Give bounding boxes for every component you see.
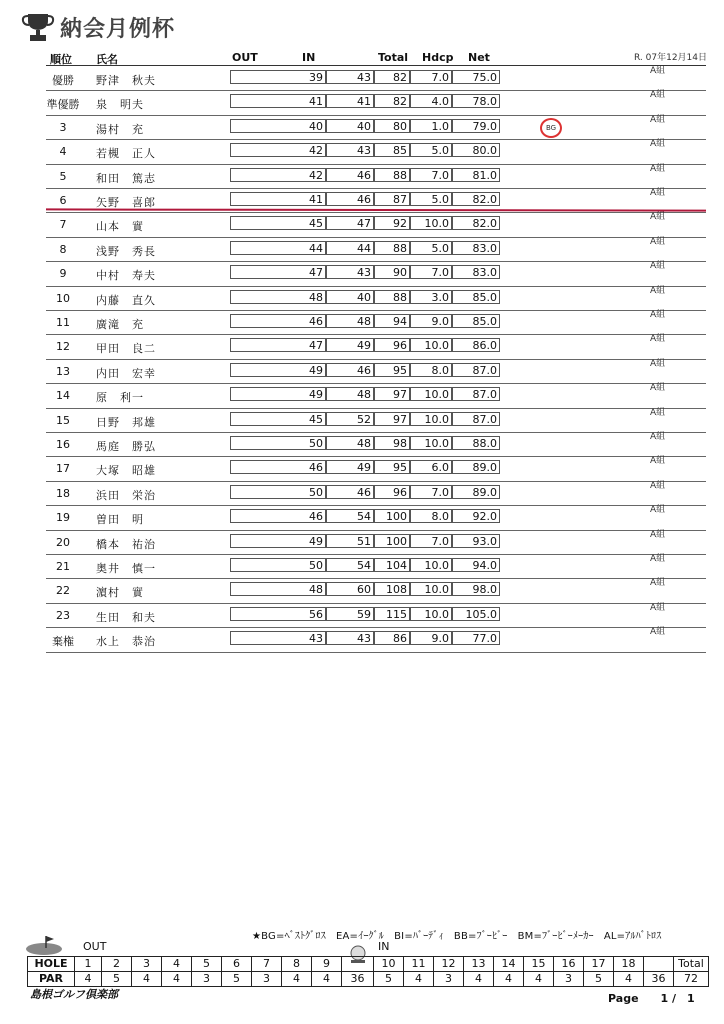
- hole-cell: 1: [75, 957, 102, 972]
- row-hdcp: 10.0: [410, 338, 452, 352]
- row-out: 46: [230, 314, 326, 328]
- row-in: 59: [326, 607, 374, 621]
- par-cell: 4: [614, 972, 644, 987]
- row-total: 88: [374, 241, 410, 255]
- row-out: 47: [230, 338, 326, 352]
- hole-cell: 7: [252, 957, 282, 972]
- row-rank: 準優勝: [46, 98, 80, 112]
- row-out: 50: [230, 558, 326, 572]
- row-net: 98.0: [452, 582, 500, 596]
- par-table: [27, 956, 709, 987]
- row-group: A組: [650, 212, 666, 223]
- row-net: 83.0: [452, 241, 500, 255]
- header-name: 氏名: [96, 53, 118, 66]
- par-cell: 72: [674, 972, 709, 987]
- par-cell: 4: [312, 972, 342, 987]
- row-player-name: 日野 邦雄: [96, 415, 156, 429]
- row-rank: 13: [56, 364, 70, 378]
- hole-cell: 16: [554, 957, 584, 972]
- table-row: [46, 164, 706, 189]
- row-net: 93.0: [452, 534, 500, 548]
- row-net: 88.0: [452, 436, 500, 450]
- row-hdcp: 10.0: [410, 387, 452, 401]
- row-player-name: 内田 宏幸: [96, 366, 156, 380]
- row-rank: 6: [59, 194, 67, 207]
- row-group: A組: [650, 285, 666, 296]
- out-label: OUT: [83, 940, 107, 953]
- row-hdcp: 8.0: [410, 509, 452, 523]
- row-group: A組: [650, 188, 666, 198]
- row-player-name: 甲田 良二: [96, 342, 156, 356]
- hole-cell: Total: [674, 957, 709, 972]
- row-net: 87.0: [452, 412, 500, 426]
- legend: ★BG=ﾍﾞｽﾄｸﾞﾛｽ EA=ｲｰｸﾞﾙ BI=ﾊﾞｰﾃﾞｨ BB=ﾌﾞｰﾋﾞｰ BM=ﾌﾞｰﾋﾞｰﾒｰｶｰ AL=ｱﾙﾊﾞﾄﾛｽ: [252, 931, 662, 942]
- row-total: 82: [374, 70, 410, 84]
- row-in: 51: [326, 534, 374, 548]
- par-cell: 5: [584, 972, 614, 987]
- row-out: 48: [230, 290, 326, 304]
- par-cell: 5: [222, 972, 252, 987]
- row-hdcp: 10.0: [410, 436, 452, 450]
- header-out: OUT: [232, 51, 258, 64]
- row-total: 96: [374, 338, 410, 352]
- table-row: [46, 383, 706, 408]
- row-group: A組: [650, 90, 666, 101]
- row-out: 46: [230, 509, 326, 523]
- trophy-icon: [20, 11, 56, 43]
- row-hdcp: 4.0: [410, 94, 452, 108]
- par-cell: 4: [132, 972, 162, 987]
- header-total: Total: [378, 51, 409, 64]
- par-cell: 4: [282, 972, 312, 987]
- row-player-name: 水上 恭治: [96, 635, 156, 649]
- row-net: 85.0: [452, 290, 500, 304]
- row-out: 45: [230, 216, 326, 230]
- row-player-name: 野津 秋夫: [96, 74, 156, 87]
- table-row: [46, 578, 706, 603]
- row-total: 96: [374, 485, 410, 499]
- row-group: A組: [650, 114, 666, 125]
- golf-course-icon: [24, 934, 64, 956]
- par-cell: 3: [252, 972, 282, 987]
- row-net: 78.0: [452, 94, 500, 108]
- row-total: 94: [374, 314, 410, 328]
- row-rank: 12: [56, 340, 70, 354]
- row-rank: 20: [56, 535, 70, 549]
- table-row: [46, 603, 706, 628]
- row-in: 40: [326, 119, 374, 133]
- best-gross-badge: BG: [540, 118, 562, 138]
- row-rank: 22: [56, 584, 70, 598]
- table-row: [46, 310, 706, 335]
- row-rank: 8: [59, 242, 67, 256]
- table-row: [46, 627, 706, 652]
- row-net: 79.0: [452, 119, 500, 133]
- row-in: 43: [326, 143, 374, 157]
- row-in: 46: [326, 168, 374, 182]
- table-row: [46, 505, 706, 530]
- row-total: 92: [374, 216, 410, 230]
- event-date: R. 07年12月14日: [634, 53, 708, 63]
- row-total: 98: [374, 436, 410, 450]
- row-total: 85: [374, 143, 410, 157]
- row-total: 108: [374, 582, 410, 596]
- header-net: Net: [468, 51, 490, 64]
- row-hdcp: 5.0: [410, 241, 452, 255]
- row-net: 80.0: [452, 143, 500, 157]
- row-out: 47: [230, 265, 326, 279]
- row-player-name: 矢野 喜郎: [96, 196, 156, 209]
- row-hdcp: 7.0: [410, 168, 452, 182]
- row-rank: 15: [56, 413, 70, 427]
- row-rank: 4: [59, 145, 67, 159]
- table-row: [46, 90, 706, 115]
- hole-row: [28, 957, 709, 972]
- row-net: 105.0: [452, 607, 500, 621]
- row-in: 48: [326, 387, 374, 401]
- hole-cell: 14: [494, 957, 524, 972]
- par-cell: 3: [554, 972, 584, 987]
- row-player-name: 中村 寿夫: [96, 269, 156, 283]
- par-cell: 36: [644, 972, 674, 987]
- hole-cell: 12: [434, 957, 464, 972]
- row-total: 82: [374, 94, 410, 108]
- row-rank: 3: [59, 120, 67, 134]
- row-group: A組: [650, 139, 666, 150]
- par-cell: 4: [464, 972, 494, 987]
- row-total: 97: [374, 412, 410, 426]
- row-rank: 優勝: [52, 74, 74, 87]
- table-row: [46, 456, 706, 481]
- row-group: A組: [650, 310, 666, 320]
- hole-cell: 9: [312, 957, 342, 972]
- row-net: 89.0: [452, 485, 500, 499]
- row-hdcp: 8.0: [410, 363, 452, 377]
- row-player-name: 若槻 正人: [96, 147, 156, 161]
- par-cell: 4: [524, 972, 554, 987]
- row-hdcp: 1.0: [410, 119, 452, 133]
- row-player-name: 廣滝 充: [96, 318, 144, 331]
- row-net: 87.0: [452, 363, 500, 377]
- row-out: 41: [230, 192, 326, 206]
- row-group: A組: [650, 261, 666, 272]
- row-hdcp: 7.0: [410, 485, 452, 499]
- row-player-name: 生田 和夫: [96, 610, 156, 624]
- row-hdcp: 10.0: [410, 558, 452, 572]
- row-group: A組: [650, 529, 666, 540]
- row-in: 49: [326, 338, 374, 352]
- row-group: A組: [650, 358, 666, 369]
- par-cell: 4: [494, 972, 524, 987]
- row-net: 89.0: [452, 460, 500, 474]
- hole-cell: 18: [614, 957, 644, 972]
- row-player-name: 浅野 秀長: [96, 244, 156, 258]
- row-player-name: 湯村 充: [96, 122, 144, 136]
- row-in: 49: [326, 460, 374, 474]
- row-total: 100: [374, 509, 410, 523]
- row-net: 82.0: [452, 192, 500, 206]
- row-total: 95: [374, 460, 410, 474]
- par-cell: 4: [404, 972, 434, 987]
- row-player-name: 泉 明夫: [96, 98, 144, 112]
- title-block: [20, 10, 175, 44]
- row-out: 48: [230, 582, 326, 596]
- row-rank: 7: [59, 218, 67, 232]
- row-hdcp: 7.0: [410, 534, 452, 548]
- row-hdcp: 10.0: [410, 582, 452, 596]
- row-out: 49: [230, 363, 326, 377]
- row-in: 60: [326, 582, 374, 596]
- row-in: 47: [326, 216, 374, 230]
- row-total: 115: [374, 607, 410, 621]
- hole-cell: [644, 957, 674, 972]
- row-hdcp: 10.0: [410, 216, 452, 230]
- hole-cell: 4: [162, 957, 192, 972]
- row-rank: 17: [56, 462, 70, 476]
- row-group: A組: [650, 578, 666, 589]
- hole-cell: 15: [524, 957, 554, 972]
- table-row: [46, 359, 706, 384]
- row-hdcp: 9.0: [410, 314, 452, 328]
- row-rank: 23: [56, 608, 70, 622]
- row-hdcp: 6.0: [410, 460, 452, 474]
- row-net: 86.0: [452, 338, 500, 352]
- header-in: IN: [302, 51, 316, 64]
- row-net: 81.0: [452, 168, 500, 182]
- page-number: Page 1 / 1: [608, 992, 695, 1005]
- row-player-name: 内藤 直久: [96, 293, 156, 307]
- row-net: 83.0: [452, 265, 500, 279]
- row-group: A組: [650, 554, 666, 564]
- row-player-name: 浜田 栄治: [96, 488, 156, 502]
- row-player-name: 橋本 祐治: [96, 537, 156, 551]
- table-row: [46, 212, 706, 237]
- table-row: [46, 115, 706, 140]
- table-row: [46, 66, 706, 91]
- row-hdcp: 9.0: [410, 631, 452, 645]
- row-group: A組: [650, 66, 666, 76]
- row-in: 48: [326, 436, 374, 450]
- row-in: 46: [326, 363, 374, 377]
- header-hdcp: Hdcp: [422, 51, 454, 64]
- row-out: 50: [230, 485, 326, 499]
- in-label: IN: [378, 940, 390, 953]
- row-net: 75.0: [452, 70, 500, 84]
- row-total: 97: [374, 387, 410, 401]
- header-rank: 順位: [50, 53, 72, 66]
- row-player-name: 奥井 慎一: [96, 562, 156, 575]
- par-cell: 3: [434, 972, 464, 987]
- row-net: 92.0: [452, 509, 500, 523]
- row-group: A組: [650, 236, 666, 247]
- row-player-name: 曽田 明: [96, 513, 144, 527]
- row-in: 54: [326, 558, 374, 572]
- row-out: 49: [230, 387, 326, 401]
- par-cell: 5: [102, 972, 132, 987]
- row-player-name: 濵村 實: [96, 586, 144, 600]
- row-rank: 21: [56, 560, 70, 573]
- table-row: [46, 554, 706, 579]
- row-out: 39: [230, 70, 326, 84]
- row-rank: 9: [59, 267, 67, 281]
- row-hdcp: 3.0: [410, 290, 452, 304]
- row-total: 87: [374, 192, 410, 206]
- page-title: 納会月例杯: [60, 16, 176, 42]
- table-row: [46, 261, 706, 286]
- hole-cell: 3: [132, 957, 162, 972]
- hole-cell: HOLE: [28, 957, 75, 972]
- row-out: 41: [230, 94, 326, 108]
- par-cell: 4: [75, 972, 102, 987]
- row-group: A組: [650, 602, 666, 613]
- row-hdcp: 7.0: [410, 265, 452, 279]
- par-cell: 4: [162, 972, 192, 987]
- hole-cell: 11: [404, 957, 434, 972]
- row-out: 45: [230, 412, 326, 426]
- row-player-name: 馬庭 勝弘: [96, 440, 156, 453]
- row-in: 44: [326, 241, 374, 255]
- row-net: 94.0: [452, 558, 500, 572]
- row-group: A組: [650, 432, 666, 442]
- row-out: 42: [230, 143, 326, 157]
- row-in: 48: [326, 314, 374, 328]
- row-out: 42: [230, 168, 326, 182]
- club-name: 島根ゴルフ倶楽部: [30, 988, 118, 1001]
- row-player-name: 原 利一: [96, 391, 144, 405]
- row-out: 56: [230, 607, 326, 621]
- par-cell: 3: [192, 972, 222, 987]
- par-cell: 36: [342, 972, 374, 987]
- row-out: 49: [230, 534, 326, 548]
- row-total: 104: [374, 558, 410, 572]
- hole-cell: 5: [192, 957, 222, 972]
- hole-cell: 13: [464, 957, 494, 972]
- row-group: A組: [650, 505, 666, 516]
- row-rank: 棄権: [52, 635, 74, 649]
- row-rank: 18: [56, 486, 70, 500]
- row-in: 46: [326, 192, 374, 206]
- row-player-name: 和田 篤志: [96, 171, 156, 185]
- row-net: 77.0: [452, 631, 500, 645]
- row-player-name: 山本 實: [96, 220, 144, 234]
- row-group: A組: [650, 480, 666, 491]
- row-out: 44: [230, 241, 326, 255]
- row-in: 43: [326, 631, 374, 645]
- hole-cell: 10: [374, 957, 404, 972]
- row-hdcp: 5.0: [410, 143, 452, 157]
- row-rank: 11: [56, 316, 70, 329]
- row-total: 80: [374, 119, 410, 133]
- row-in: 41: [326, 94, 374, 108]
- row-out: 43: [230, 631, 326, 645]
- table-row: [46, 530, 706, 555]
- table-row: [46, 286, 706, 311]
- row-total: 88: [374, 168, 410, 182]
- table-row: [46, 408, 706, 433]
- row-hdcp: 10.0: [410, 412, 452, 426]
- hole-cell: 17: [584, 957, 614, 972]
- row-out: 50: [230, 436, 326, 450]
- hole-cell: 6: [222, 957, 252, 972]
- par-cell: 5: [374, 972, 404, 987]
- row-net: 87.0: [452, 387, 500, 401]
- row-hdcp: 5.0: [410, 192, 452, 206]
- par-row: [28, 972, 709, 987]
- par-cell: PAR: [28, 972, 75, 987]
- row-group: A組: [650, 627, 666, 638]
- row-group: A組: [650, 334, 666, 345]
- row-rank: 16: [56, 438, 70, 451]
- row-group: A組: [650, 456, 666, 467]
- row-in: 40: [326, 290, 374, 304]
- row-rank: 10: [56, 291, 70, 305]
- row-out: 40: [230, 119, 326, 133]
- row-hdcp: 7.0: [410, 70, 452, 84]
- row-total: 95: [374, 363, 410, 377]
- row-rank: 19: [56, 511, 70, 525]
- row-in: 52: [326, 412, 374, 426]
- hole-cell: 2: [102, 957, 132, 972]
- row-in: 43: [326, 70, 374, 84]
- row-net: 82.0: [452, 216, 500, 230]
- table-row: [46, 334, 706, 359]
- row-total: 90: [374, 265, 410, 279]
- row-group: A組: [650, 407, 666, 418]
- hole-cell: 8: [282, 957, 312, 972]
- row-net: 85.0: [452, 314, 500, 328]
- row-total: 88: [374, 290, 410, 304]
- row-in: 46: [326, 485, 374, 499]
- hole-cell: [342, 957, 374, 972]
- row-out: 46: [230, 460, 326, 474]
- table-row: [46, 481, 706, 506]
- table-row: [46, 237, 706, 262]
- table-row: [46, 432, 706, 457]
- row-player-name: 大塚 昭雄: [96, 464, 156, 478]
- row-in: 43: [326, 265, 374, 279]
- row-total: 100: [374, 534, 410, 548]
- row-group: A組: [650, 383, 666, 394]
- table-row: [46, 139, 706, 164]
- row-in: 54: [326, 509, 374, 523]
- row-hdcp: 10.0: [410, 607, 452, 621]
- row-total: 86: [374, 631, 410, 645]
- row-rank: 5: [59, 169, 67, 183]
- row-rank: 14: [56, 389, 70, 403]
- row-group: A組: [650, 163, 666, 174]
